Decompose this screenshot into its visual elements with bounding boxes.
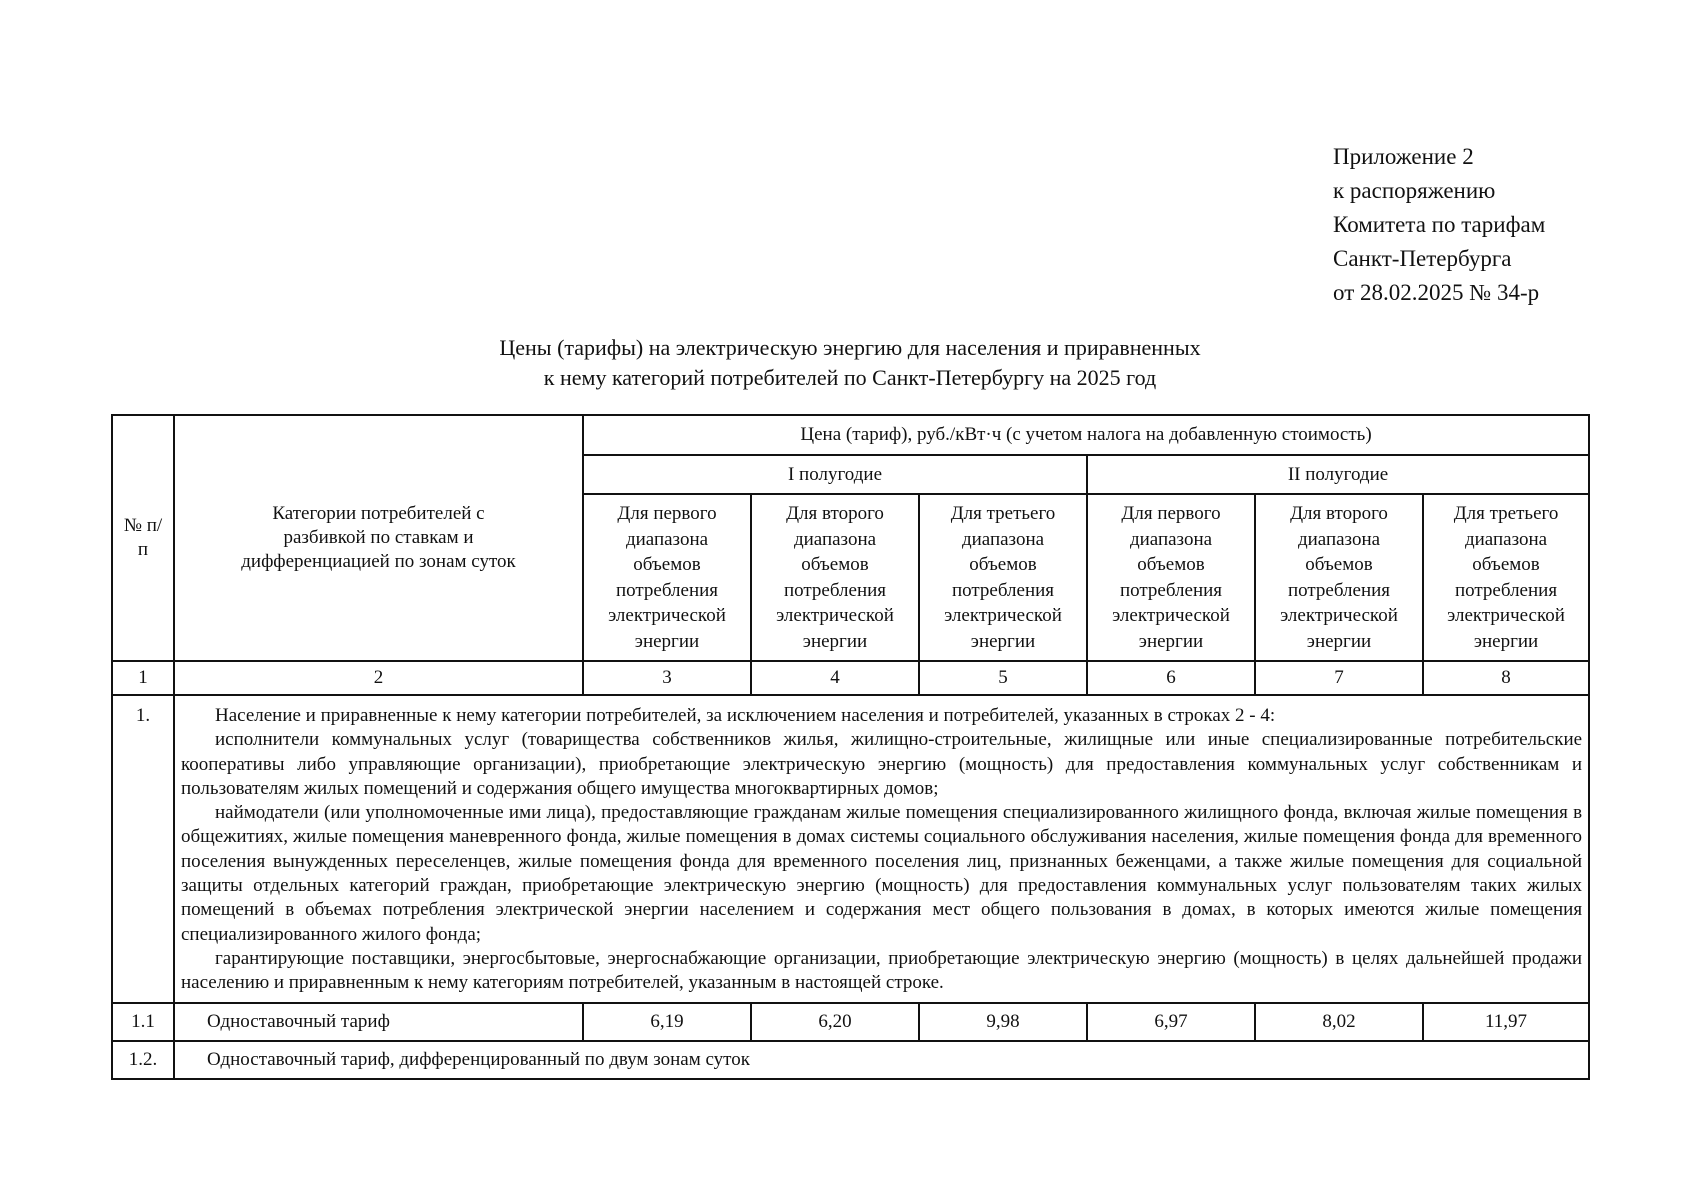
tariff-value: 8,02 xyxy=(1255,1003,1423,1041)
description-paragraph: исполнители коммунальных услуг (товарищества собственников жилья, жилищно-строительные, жилищные или иные специализированные потребительские кооперативы либо управляющие организации), приобретающие электрическую энергию (мощность) для предоставления коммунальных услуг собственникам и пользователям жилых помещений и содержания общего имущества многоквартирных домов; xyxy=(181,729,1583,799)
column-number: 5 xyxy=(919,661,1087,695)
header-range: Для третьего диапазона объемов потребления электрической энергии xyxy=(919,494,1087,661)
column-number: 2 xyxy=(174,661,583,695)
description-paragraph: Население и приравненные к нему категории потребителей, за исключением населения и потребителей, указанных в строках 2 - 4: xyxy=(215,705,1276,726)
header-half-1: I полугодие xyxy=(583,455,1087,494)
description-paragraph: гарантирующие поставщики, энергосбытовые, энергоснабжающие организации, приобретающие электрическую энергию (мощность) в целях дальнейшей продажи населению и приравненным к нему категориям потребителей, указанным в настоящей строке. xyxy=(181,947,1583,994)
tariff-value: 11,97 xyxy=(1423,1003,1589,1041)
document-title xyxy=(110,333,1590,393)
column-number: 8 xyxy=(1423,661,1589,695)
appendix-line: Санкт-Петербурга xyxy=(1333,246,1512,271)
row-number: 1.2. xyxy=(112,1041,174,1079)
header-range: Для первого диапазона объемов потребления электрической энергии xyxy=(583,494,751,661)
row-number: 1. xyxy=(112,695,174,1003)
description-paragraph: наймодатели (или уполномоченные ими лица), предоставляющие гражданам жилые помещения специализированного жилищного фонда, включая жилые помещения в общежитиях, жилые помещения маневренного фонда, жилые помещения в домах системы социального обслуживания населения, жилые помещения фонда для временного поселения вынужденных переселенцев, жилые помещения фонда для временного поселения лиц, признанных беженцами, а также жилые помещения для социальной защиты отдельных категорий граждан, приобретающие электрическую энергию (мощность) для предоставления коммунальных услуг пользователям таких жилых помещений в объемах потребления электрической энергии населением и содержания мест общего пользования в домах, в которых имеются жилые помещения специализированного жилого фонда; xyxy=(181,802,1583,945)
header-range: Для второго диапазона объемов потребления электрической энергии xyxy=(1255,494,1423,661)
title-line-2: к нему категорий потребителей по Санкт-Петербургу на 2025 год xyxy=(543,365,1157,390)
row-number: 1.1 xyxy=(112,1003,174,1041)
tariff-value: 9,98 xyxy=(919,1003,1087,1041)
appendix-line: от 28.02.2025 № 34-р xyxy=(1333,280,1540,305)
section-1-description xyxy=(174,695,1589,1003)
column-number: 4 xyxy=(751,661,919,695)
header-half-2: II полугодие xyxy=(1087,455,1589,494)
column-number: 3 xyxy=(583,661,751,695)
header-price: Цена (тариф), руб./кВт·ч (с учетом налога на добавленную стоимость) xyxy=(583,415,1589,455)
tariff-value: 6,19 xyxy=(583,1003,751,1041)
tariff-name: Одноставочный тариф, дифференцированный по двум зонам суток xyxy=(174,1041,1589,1079)
column-number-row xyxy=(112,661,1589,695)
tariff-name: Одноставочный тариф xyxy=(174,1003,583,1041)
appendix-line: Комитета по тарифам xyxy=(1333,212,1546,237)
column-number: 1 xyxy=(112,661,174,695)
column-number: 6 xyxy=(1087,661,1255,695)
header-category: Категории потребителей с разбивкой по ставкам и дифференциацией по зонам суток xyxy=(174,415,583,661)
table-row xyxy=(112,1003,1589,1041)
appendix-line: к распоряжению xyxy=(1333,178,1496,203)
header-range: Для первого диапазона объемов потребления электрической энергии xyxy=(1087,494,1255,661)
header-range: Для второго диапазона объемов потребления электрической энергии xyxy=(751,494,919,661)
tariff-value: 6,20 xyxy=(751,1003,919,1041)
header-range: Для третьего диапазона объемов потребления электрической энергии xyxy=(1423,494,1589,661)
tariff-value: 6,97 xyxy=(1087,1003,1255,1041)
column-number: 7 xyxy=(1255,661,1423,695)
appendix-block xyxy=(1333,140,1545,310)
title-line-1: Цены (тарифы) на электрическую энергию для населения и приравненных xyxy=(499,335,1201,360)
section-1-row xyxy=(112,695,1589,1003)
header-num: № п/п xyxy=(112,415,174,661)
tariff-table xyxy=(111,414,1590,1080)
appendix-line: Приложение 2 xyxy=(1333,144,1474,169)
table-row xyxy=(112,1041,1589,1079)
